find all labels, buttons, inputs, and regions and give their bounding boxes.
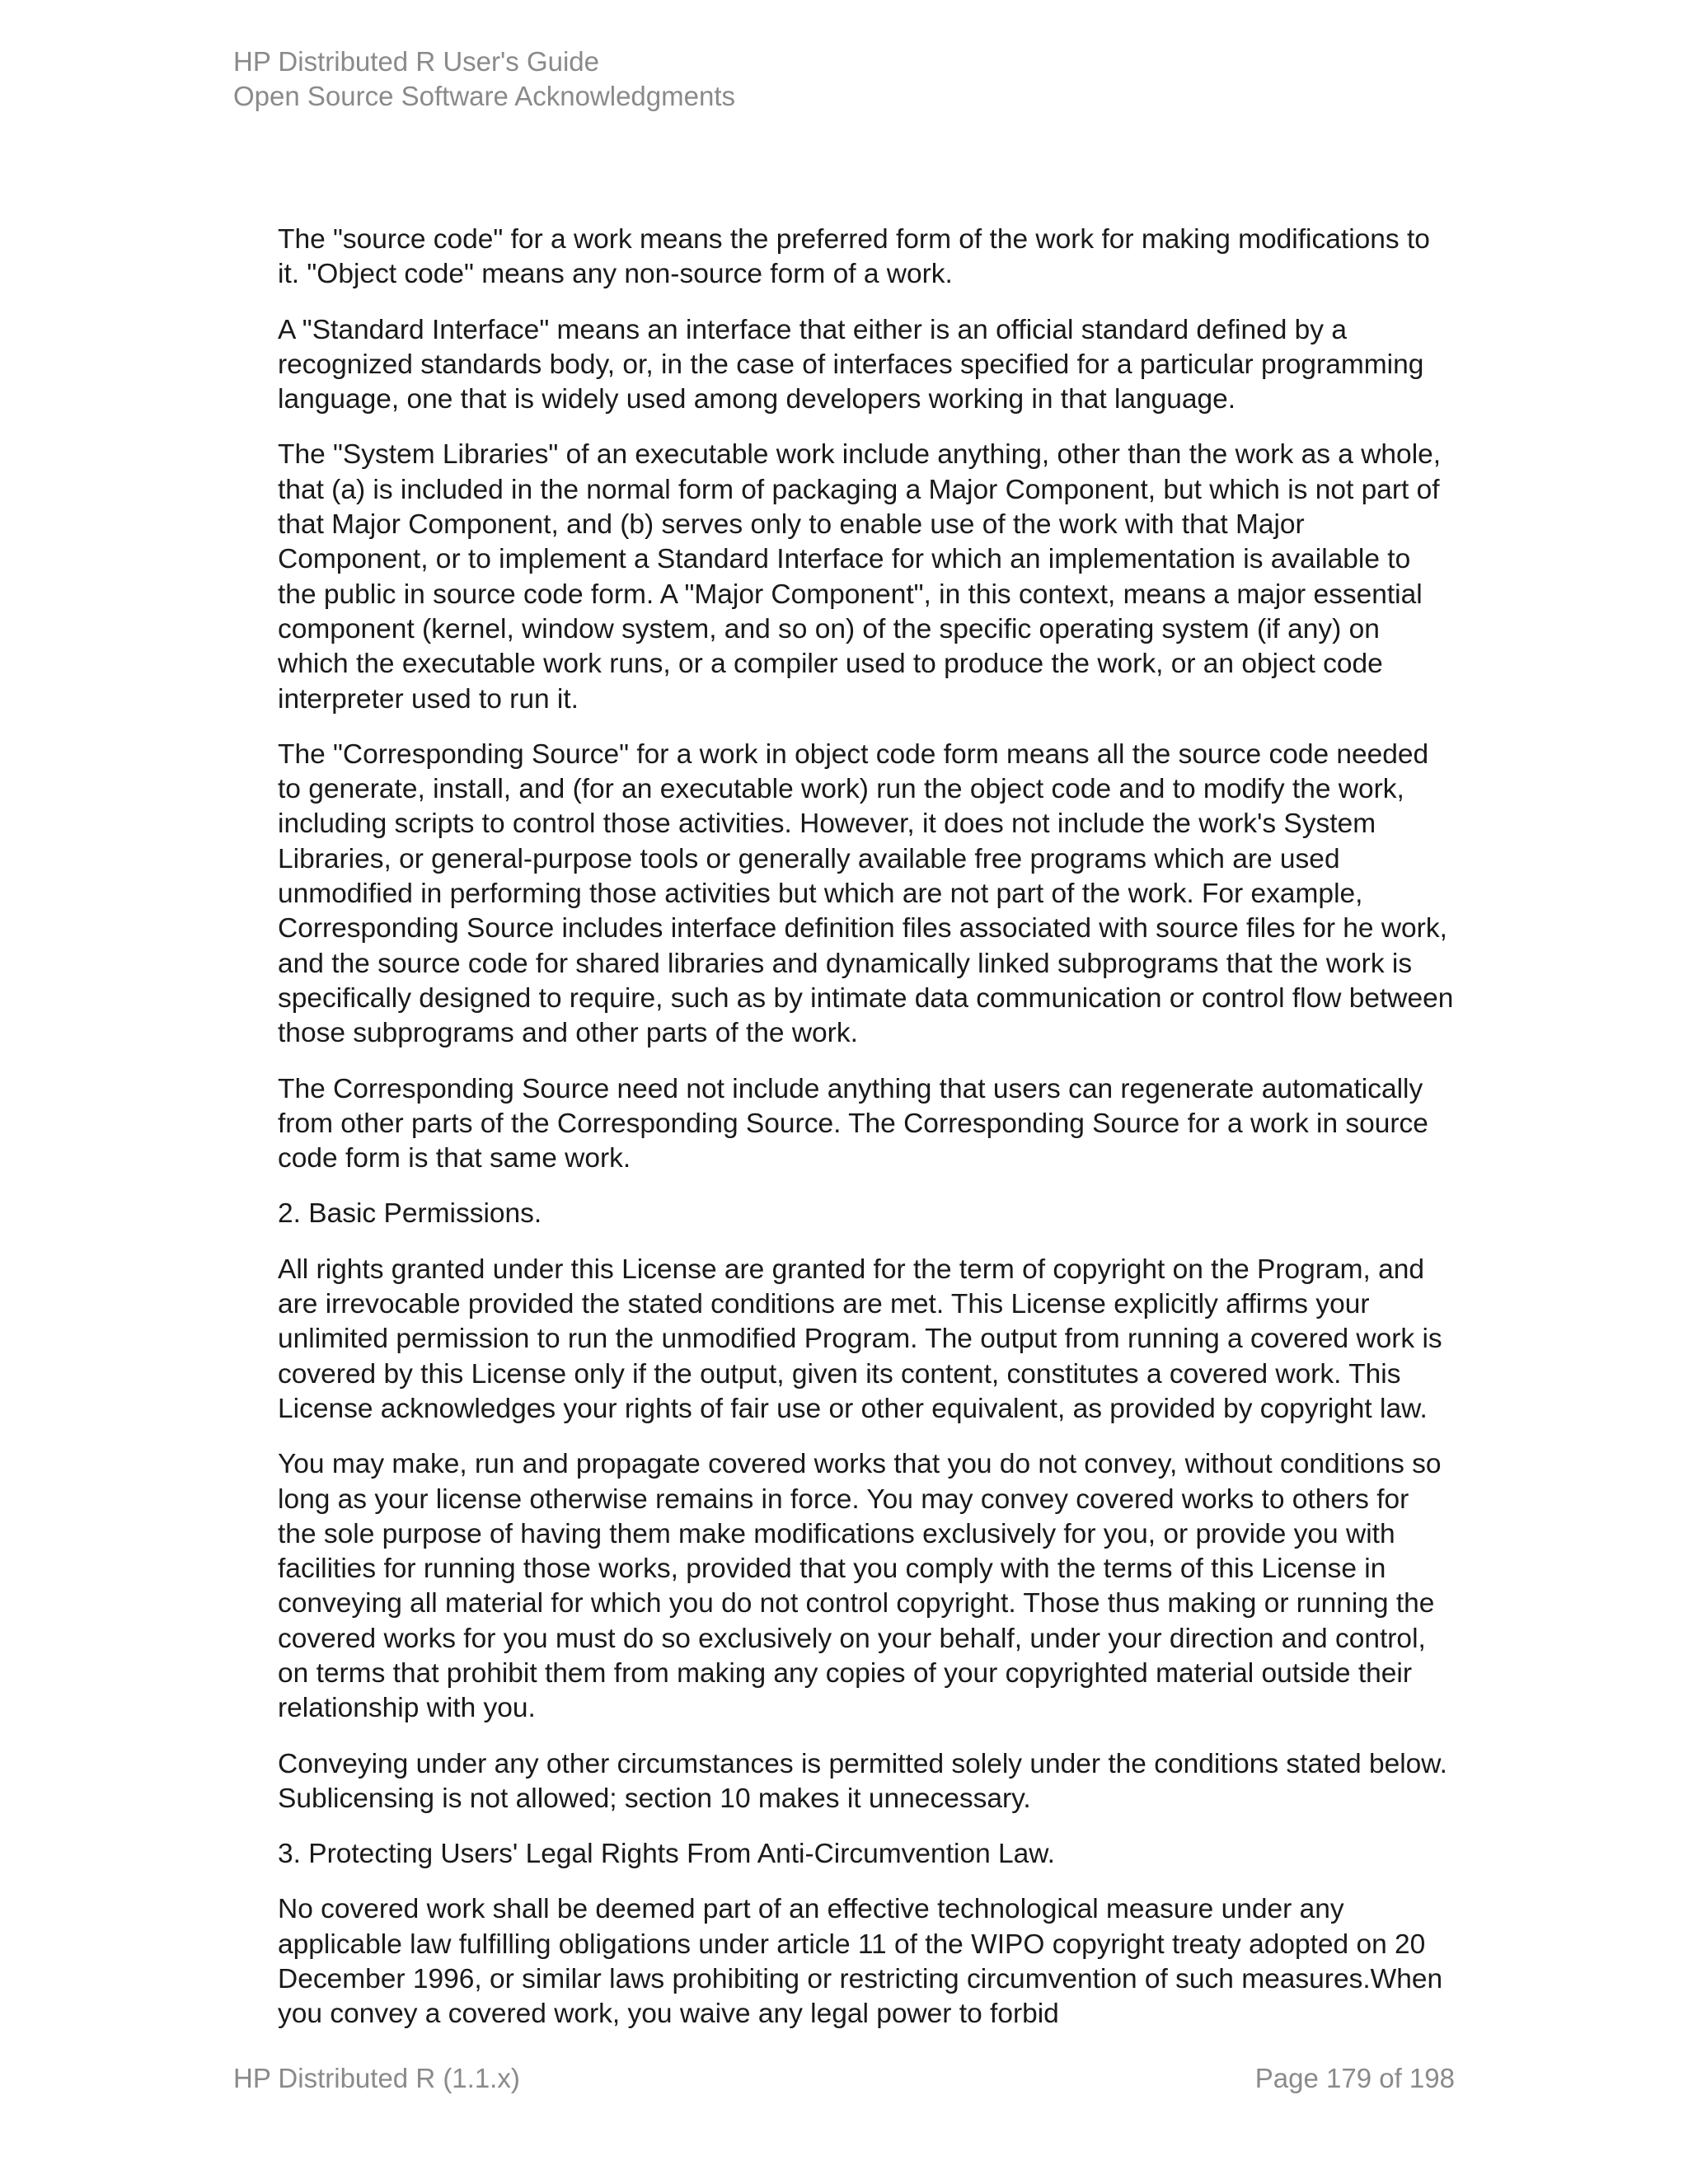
section-heading-anti-circumvention: 3. Protecting Users' Legal Rights From Anti-Circumvention Law. — [278, 1839, 1055, 1870]
document-body — [278, 223, 1455, 2053]
paragraph-no-covered-work: No covered work shall be deemed part of an effective technological measure under any applicable law fulfilling obligations under article 11 of the WIPO copyright treaty adopted on 20 December 1996, or similar laws prohibiting or restricting circumvention of such measures.When you convey a covered work, you waive any legal power to forbid — [278, 1894, 1443, 2030]
paragraph-corresponding-source: The "Corresponding Source" for a work in object code form means all the source code needed to generate, install, and (for an executable work) run the object code and to modify the work, including scripts to control those activities. However, it does not include the work's System Libraries, or general-purpose tools or generally available free programs which are used unmodified in performing those activities but which are not part of the work. For example, Corresponding Source includes interface definition files associated with source files for he work, and the source code for shared libraries and dynamically linked subprograms that the work is specifically designed to require, such as by intimate data communication or control flow between those subprograms and other parts of the work. — [278, 738, 1454, 1049]
section-title: Open Source Software Acknowledgments — [233, 81, 736, 111]
running-footer — [233, 2060, 1455, 2097]
paragraph-system-libraries: The "System Libraries" of an executable work include anything, other than the work as a whole, that (a) is included in the normal form of packaging a Major Component, but which is not part of that Major Component, and (b) serves only to enable use of the work with that Major Component, or to implement a Standard Interface for which an implementation is available to the public in source code form. A "Major Component", in this context, means a major essential component (kernel, window system, and so on) of the specific operating system (if any) on which the executable work runs, or a compiler used to produce the work, or an object code interpreter used to run it. — [278, 439, 1442, 715]
product-version: HP Distributed R (1.1.x) — [233, 2063, 520, 2093]
running-header — [233, 45, 1470, 114]
paragraph-source-code-definition: The "source code" for a work means the preferred form of the work for making modifications to it. "Object code" means any non-source form of a work. — [278, 224, 1430, 290]
paragraph-rights-granted: All rights granted under this License are granted for the term of copyright on the Program, and are irrevocable provided the stated conditions are met. This License explicitly affirms your unlimited permission to run the unmodified Program. The output from running a covered work is covered by this License only if the output, given its content, constitutes a covered work. This License acknowledges your rights of fair use or other equivalent, as provided by copyright law. — [278, 1254, 1442, 1424]
guide-title: HP Distributed R User's Guide — [233, 46, 600, 77]
section-heading-basic-permissions: 2. Basic Permissions. — [278, 1198, 542, 1230]
paragraph-conveying-circumstances: Conveying under any other circumstances is permitted solely under the conditions stated below. Sublicensing is not allowed; section 10 makes it unnecessary. — [278, 1748, 1447, 1814]
paragraph-standard-interface: A "Standard Interface" means an interface that either is an official standard defined by a recognized standards body, or, in the case of interfaces specified for a particular programming language, one that is widely used among developers working in that language. — [278, 314, 1424, 415]
paragraph-make-run-propagate: You may make, run and propagate covered works that you do not convey, without conditions so long as your license otherwise remains in force. You may convey covered works to others for the sole purpose of having them make modifications exclusively for you, or provide you with facilities for running those works, provided that you comply with the terms of this License in conveying all material for which you do not control copyright. Those thus making or running the covered works for you must do so exclusively on your behalf, under your direction and control, on terms that prohibit them from making any copies of your copyrighted material outside their relationship with you. — [278, 1449, 1442, 1724]
paragraph-corresponding-source-regenerate: The Corresponding Source need not include anything that users can regenerate automatically from other parts of the Corresponding Source. The Corresponding Source for a work in source code form is that same work. — [278, 1073, 1428, 1174]
page-number: Page 179 of 198 — [1254, 2063, 1455, 2093]
